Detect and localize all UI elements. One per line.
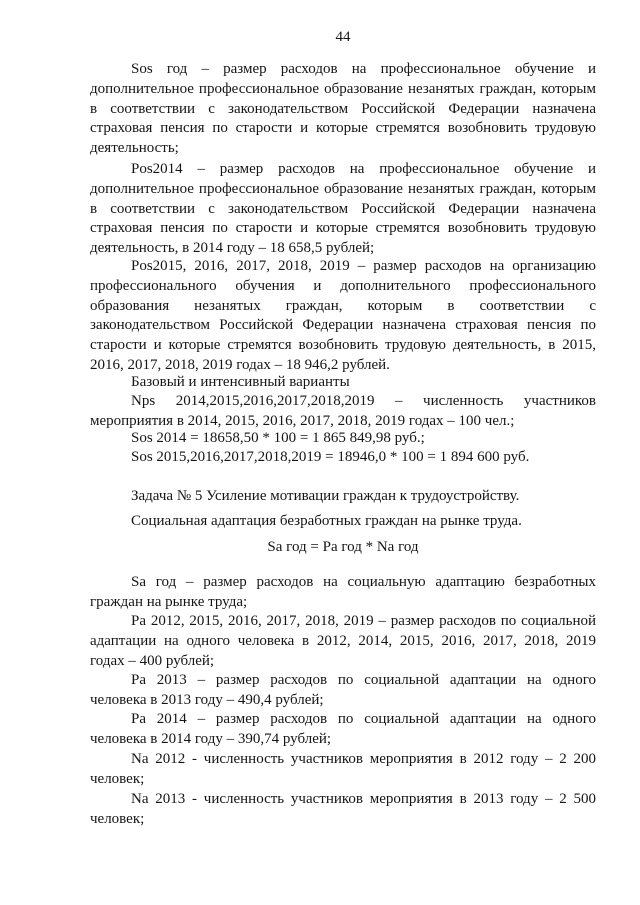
text-line: дополнительное профессиональное образование незанятых граждан, которым — [90, 80, 596, 97]
text-line: в соответствии с законодательством Российской Федерации назначена — [90, 200, 596, 217]
paragraph-variants-heading — [90, 373, 596, 393]
text-line: законодательством Российской Федерации назначена страховая пенсия по — [90, 317, 596, 334]
text-line: 2016, 2017, 2018, 2019 годах – 18 946,2 рублей. — [90, 356, 390, 373]
calculation-sos-2015-2019 — [90, 448, 596, 468]
text-line: Pa 2014 – размер расходов по социальной адаптации на одного — [131, 711, 596, 727]
paragraph-sos-definition — [90, 60, 596, 159]
text-line: деятельность, в 2014 году – 18 658,5 рублей; — [90, 240, 375, 257]
text-line: Pa 2013 – размер расходов по социальной адаптации на одного — [131, 672, 596, 688]
paragraph-sa-definition — [90, 573, 596, 613]
text-line: страховая пенсия по старости и которые стремятся возобновить трудовую — [90, 120, 596, 137]
text-line: граждан на рынке труда; — [90, 593, 248, 610]
paragraph-nps-definition — [90, 392, 596, 432]
text-line: адаптации на одного человека в 2012, 2014, 2015, 2016, 2017, 2018, 2019 — [90, 632, 596, 649]
text-line: образования незанятых граждан, которым в соответствии с — [90, 297, 596, 314]
text-line: дополнительное профессиональное образование незанятых граждан, которым — [90, 180, 596, 197]
text-line: человека в 2013 году – 490,4 рублей; — [90, 691, 324, 708]
text-line: Sos 2014 = 18658,50 * 100 = 1 865 849,98 руб.; — [131, 430, 425, 446]
text-line: старости и которые стремятся возобновить трудовую деятельность, в 2015, — [90, 337, 596, 354]
text-line: человек; — [90, 810, 145, 827]
text-line: профессионального обучения и дополнительного профессионального — [90, 277, 596, 294]
paragraph-pos2014-definition — [90, 160, 596, 259]
paragraph-pa-2012-definition — [90, 612, 596, 671]
text-line: Sos 2015,2016,2017,2018,2019 = 18946,0 * 100 = 1 894 600 руб. — [131, 449, 530, 465]
text-line: человек; — [90, 770, 145, 787]
page-number: 44 — [335, 29, 351, 45]
text-line: Базовый и интенсивный варианты — [131, 374, 350, 390]
text-line: Социальная адаптация безработных граждан на рынке труда. — [131, 513, 522, 529]
text-line: Sa год – размер расходов на социальную адаптацию безработных — [131, 574, 596, 590]
text-line: Na 2013 - численность участников мероприятия в 2013 году – 2 500 — [131, 791, 596, 807]
paragraph-na-2013-definition — [90, 790, 596, 830]
text-line: Na 2012 - численность участников мероприятия в 2012 году – 2 200 — [131, 751, 596, 767]
text-line: мероприятия в 2014, 2015, 2016, 2017, 2018, 2019 годах – 100 чел.; — [90, 412, 515, 429]
formula-line: Sa год = Pa год * Na год — [267, 539, 419, 555]
text-line: в соответствии с законодательством Российской Федерации назначена — [90, 100, 596, 117]
text-line: Sos год – размер расходов на профессиональное обучение и — [131, 61, 596, 77]
formula — [90, 538, 596, 558]
paragraph-na-2012-definition — [90, 750, 596, 790]
text-line: человека в 2014 году – 390,74 рублей; — [90, 730, 332, 747]
text-line: Nps 2014,2015,2016,2017,2018,2019 – численность участников — [131, 393, 596, 409]
text-line: Pa 2012, 2015, 2016, 2017, 2018, 2019 – размер расходов по социальной — [131, 613, 596, 629]
text-line: деятельность; — [90, 140, 179, 157]
text-line: Задача № 5 Усиление мотивации граждан к трудоустройству. — [131, 488, 520, 504]
paragraph-pa-2014-definition — [90, 710, 596, 750]
text-line: годах – 400 рублей; — [90, 652, 215, 669]
task-heading — [90, 487, 596, 507]
calculation-sos-2014 — [90, 429, 596, 449]
section-subtitle — [90, 512, 596, 532]
paragraph-pos2015-2019-definition — [90, 257, 596, 376]
text-line: Pos2014 – размер расходов на профессиональное обучение и — [131, 161, 596, 177]
paragraph-pa-2013-definition — [90, 671, 596, 711]
text-line: страховая пенсия по старости и которые стремятся возобновить трудовую — [90, 220, 596, 237]
text-line: Pos2015, 2016, 2017, 2018, 2019 – размер расходов на организацию — [131, 258, 596, 274]
